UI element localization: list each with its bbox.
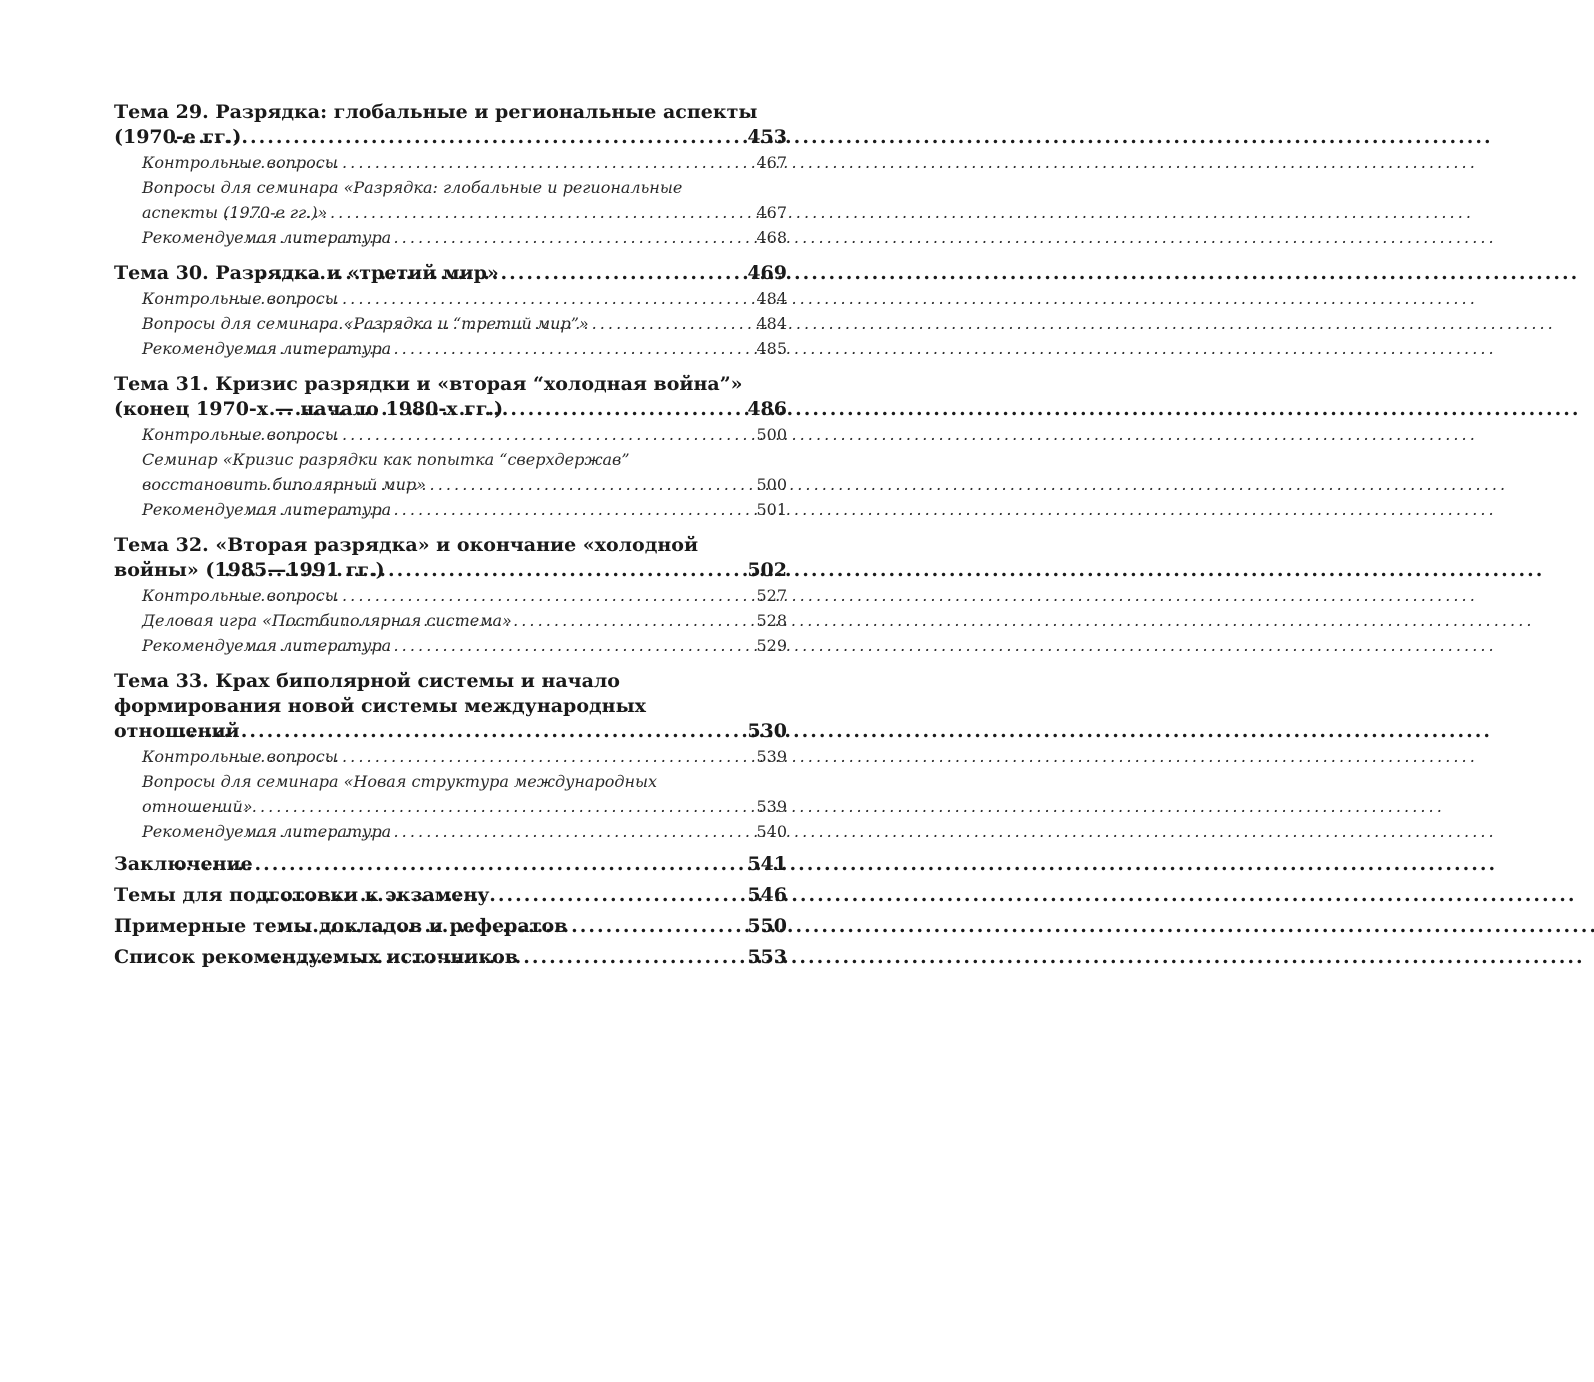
sub-entry[interactable] bbox=[114, 744, 787, 769]
dot-leader bbox=[172, 125, 744, 150]
dot-leader bbox=[246, 225, 753, 250]
dot-leader bbox=[228, 286, 754, 311]
dot-leader bbox=[246, 497, 753, 522]
page-number: 467 bbox=[756, 203, 787, 222]
page-number: 453 bbox=[747, 126, 787, 148]
dot-leader bbox=[306, 311, 754, 336]
dot-leader bbox=[264, 942, 744, 973]
page-number: 540 bbox=[756, 822, 787, 841]
dot-leader bbox=[284, 608, 753, 633]
sub-entry[interactable] bbox=[114, 311, 787, 336]
table-of-contents bbox=[114, 100, 787, 973]
dot-leader bbox=[228, 744, 754, 769]
sub-entry-line: Вопросы для семинара «Разрядка: глобальные и региональные bbox=[142, 178, 683, 197]
sub-entry[interactable] bbox=[114, 422, 787, 447]
dot-leader bbox=[278, 911, 745, 942]
final-entry-text: Заключение bbox=[114, 853, 253, 875]
page-number: 553 bbox=[747, 946, 787, 968]
page-number: 485 bbox=[756, 339, 787, 358]
sub-entry[interactable] bbox=[114, 336, 787, 361]
page-number: 546 bbox=[747, 884, 787, 906]
dot-leader bbox=[246, 633, 753, 658]
sub-entry-text: Рекомендуемая литература bbox=[142, 339, 392, 358]
dot-leader bbox=[228, 422, 754, 447]
sub-entry-text: аспекты (1970-е гг.)» bbox=[142, 203, 328, 222]
section-title-text: (1970-е гг.) bbox=[114, 126, 242, 148]
dot-leader bbox=[224, 558, 744, 583]
section-title-line: Тема 32. «Вторая разрядка» и окончание «холодной bbox=[114, 534, 699, 556]
sub-entry[interactable] bbox=[114, 225, 787, 250]
page-number: 539 bbox=[756, 797, 787, 816]
dot-leader bbox=[256, 880, 744, 911]
dot-leader bbox=[228, 583, 754, 608]
section-title-line: формирования новой системы международных bbox=[114, 695, 646, 717]
sub-entry[interactable] bbox=[114, 200, 787, 225]
final-entry[interactable] bbox=[114, 942, 787, 973]
sub-entry-line: Семинар «Кризис разрядки как попытка “сверхдержав” bbox=[142, 450, 630, 469]
toc-section bbox=[114, 372, 787, 522]
sub-entry[interactable] bbox=[114, 286, 787, 311]
sub-entry-text: Вопросы для семинара «Разрядка и “третий мир”» bbox=[142, 314, 589, 333]
sub-entry[interactable] bbox=[114, 633, 787, 658]
page-number: 528 bbox=[756, 611, 787, 630]
sub-entry[interactable] bbox=[114, 472, 787, 497]
page-number: 469 bbox=[747, 262, 787, 284]
final-entry-text: Список рекомендуемых источников bbox=[114, 946, 518, 968]
page-number: 501 bbox=[756, 500, 787, 519]
sub-entry-text: Рекомендуемая литература bbox=[142, 636, 392, 655]
page-number: 467 bbox=[756, 153, 787, 172]
section-gap bbox=[114, 361, 787, 372]
page-number: 530 bbox=[747, 720, 787, 742]
section-title-line: Тема 31. Кризис разрядки и «вторая “холодная война”» bbox=[114, 373, 743, 395]
sub-entry-text: отношений» bbox=[142, 797, 253, 816]
sub-entry-text: Рекомендуемая литература bbox=[142, 228, 392, 247]
sub-entry[interactable] bbox=[114, 794, 787, 819]
dot-leader bbox=[228, 150, 754, 175]
page-number: 527 bbox=[756, 586, 787, 605]
dot-leader bbox=[246, 819, 753, 844]
toc-section bbox=[114, 261, 787, 361]
sub-entry-text: Рекомендуемая литература bbox=[142, 822, 392, 841]
sub-entry-text: Контрольные вопросы bbox=[142, 747, 338, 766]
sub-entry-text: Деловая игра «Постбиполярная система» bbox=[142, 611, 512, 630]
section-title-line: Тема 33. Крах биполярной системы и начало bbox=[114, 670, 620, 692]
final-entry-text: Темы для подготовки к экзамену bbox=[114, 884, 490, 906]
sub-entry-text: Контрольные вопросы bbox=[142, 289, 338, 308]
dot-leader bbox=[260, 397, 744, 422]
sub-entry[interactable] bbox=[114, 583, 787, 608]
sub-entry-line: Вопросы для семинара «Новая структура международных bbox=[142, 772, 658, 791]
final-entry[interactable] bbox=[114, 849, 787, 880]
toc-section bbox=[114, 669, 787, 844]
dot-leader bbox=[172, 719, 745, 744]
page-number: 550 bbox=[747, 915, 787, 937]
page-number: 529 bbox=[756, 636, 787, 655]
dot-leader bbox=[177, 849, 745, 880]
page-number: 541 bbox=[747, 853, 787, 875]
page-number: 468 bbox=[756, 228, 787, 247]
section-title-entry[interactable] bbox=[114, 719, 787, 744]
toc-section bbox=[114, 100, 787, 250]
section-title-text: (конец 1970-х — начало 1980-х гг.) bbox=[114, 398, 504, 420]
page-number: 539 bbox=[756, 747, 787, 766]
final-entry[interactable] bbox=[114, 911, 787, 942]
dot-leader bbox=[246, 336, 753, 361]
page-number: 500 bbox=[756, 425, 787, 444]
sub-entry-text: Рекомендуемая литература bbox=[142, 500, 392, 519]
sub-entry-text: Контрольные вопросы bbox=[142, 153, 338, 172]
sub-entry[interactable] bbox=[114, 608, 787, 633]
page-number: 484 bbox=[756, 289, 787, 308]
toc-section bbox=[114, 533, 787, 658]
section-title-text: Тема 30. Разрядка и «третий мир» bbox=[114, 262, 499, 284]
sub-entry-text: Контрольные вопросы bbox=[142, 586, 338, 605]
final-entries bbox=[114, 849, 787, 973]
dot-leader bbox=[259, 261, 744, 286]
section-gap bbox=[114, 250, 787, 261]
page-number: 500 bbox=[756, 475, 787, 494]
page-number: 484 bbox=[756, 314, 787, 333]
final-entry-text: Примерные темы докладов и рефератов bbox=[114, 915, 568, 937]
sub-entry[interactable] bbox=[114, 819, 787, 844]
dot-leader bbox=[258, 472, 754, 497]
section-title-entry[interactable] bbox=[114, 397, 787, 422]
sub-entry-text: Контрольные вопросы bbox=[142, 425, 338, 444]
section-gap bbox=[114, 658, 787, 669]
section-title-entry[interactable] bbox=[114, 125, 787, 150]
section-title-entry[interactable] bbox=[114, 261, 787, 286]
sub-entry[interactable] bbox=[114, 497, 787, 522]
dot-leader bbox=[195, 794, 754, 819]
section-gap bbox=[114, 522, 787, 533]
section-title-line: Тема 29. Разрядка: глобальные и региональные аспекты bbox=[114, 101, 758, 123]
section-title-text: войны» (1985—1991 гг.) bbox=[114, 559, 385, 581]
page-number: 502 bbox=[747, 559, 787, 581]
dot-leader bbox=[224, 200, 754, 225]
section-title-entry[interactable] bbox=[114, 558, 787, 583]
sub-entry-text: восстановить биполярный мир» bbox=[142, 475, 426, 494]
section-title-text: отношений bbox=[114, 720, 240, 742]
sub-entry[interactable] bbox=[114, 150, 787, 175]
page-number: 486 bbox=[747, 398, 787, 420]
final-entry[interactable] bbox=[114, 880, 787, 911]
